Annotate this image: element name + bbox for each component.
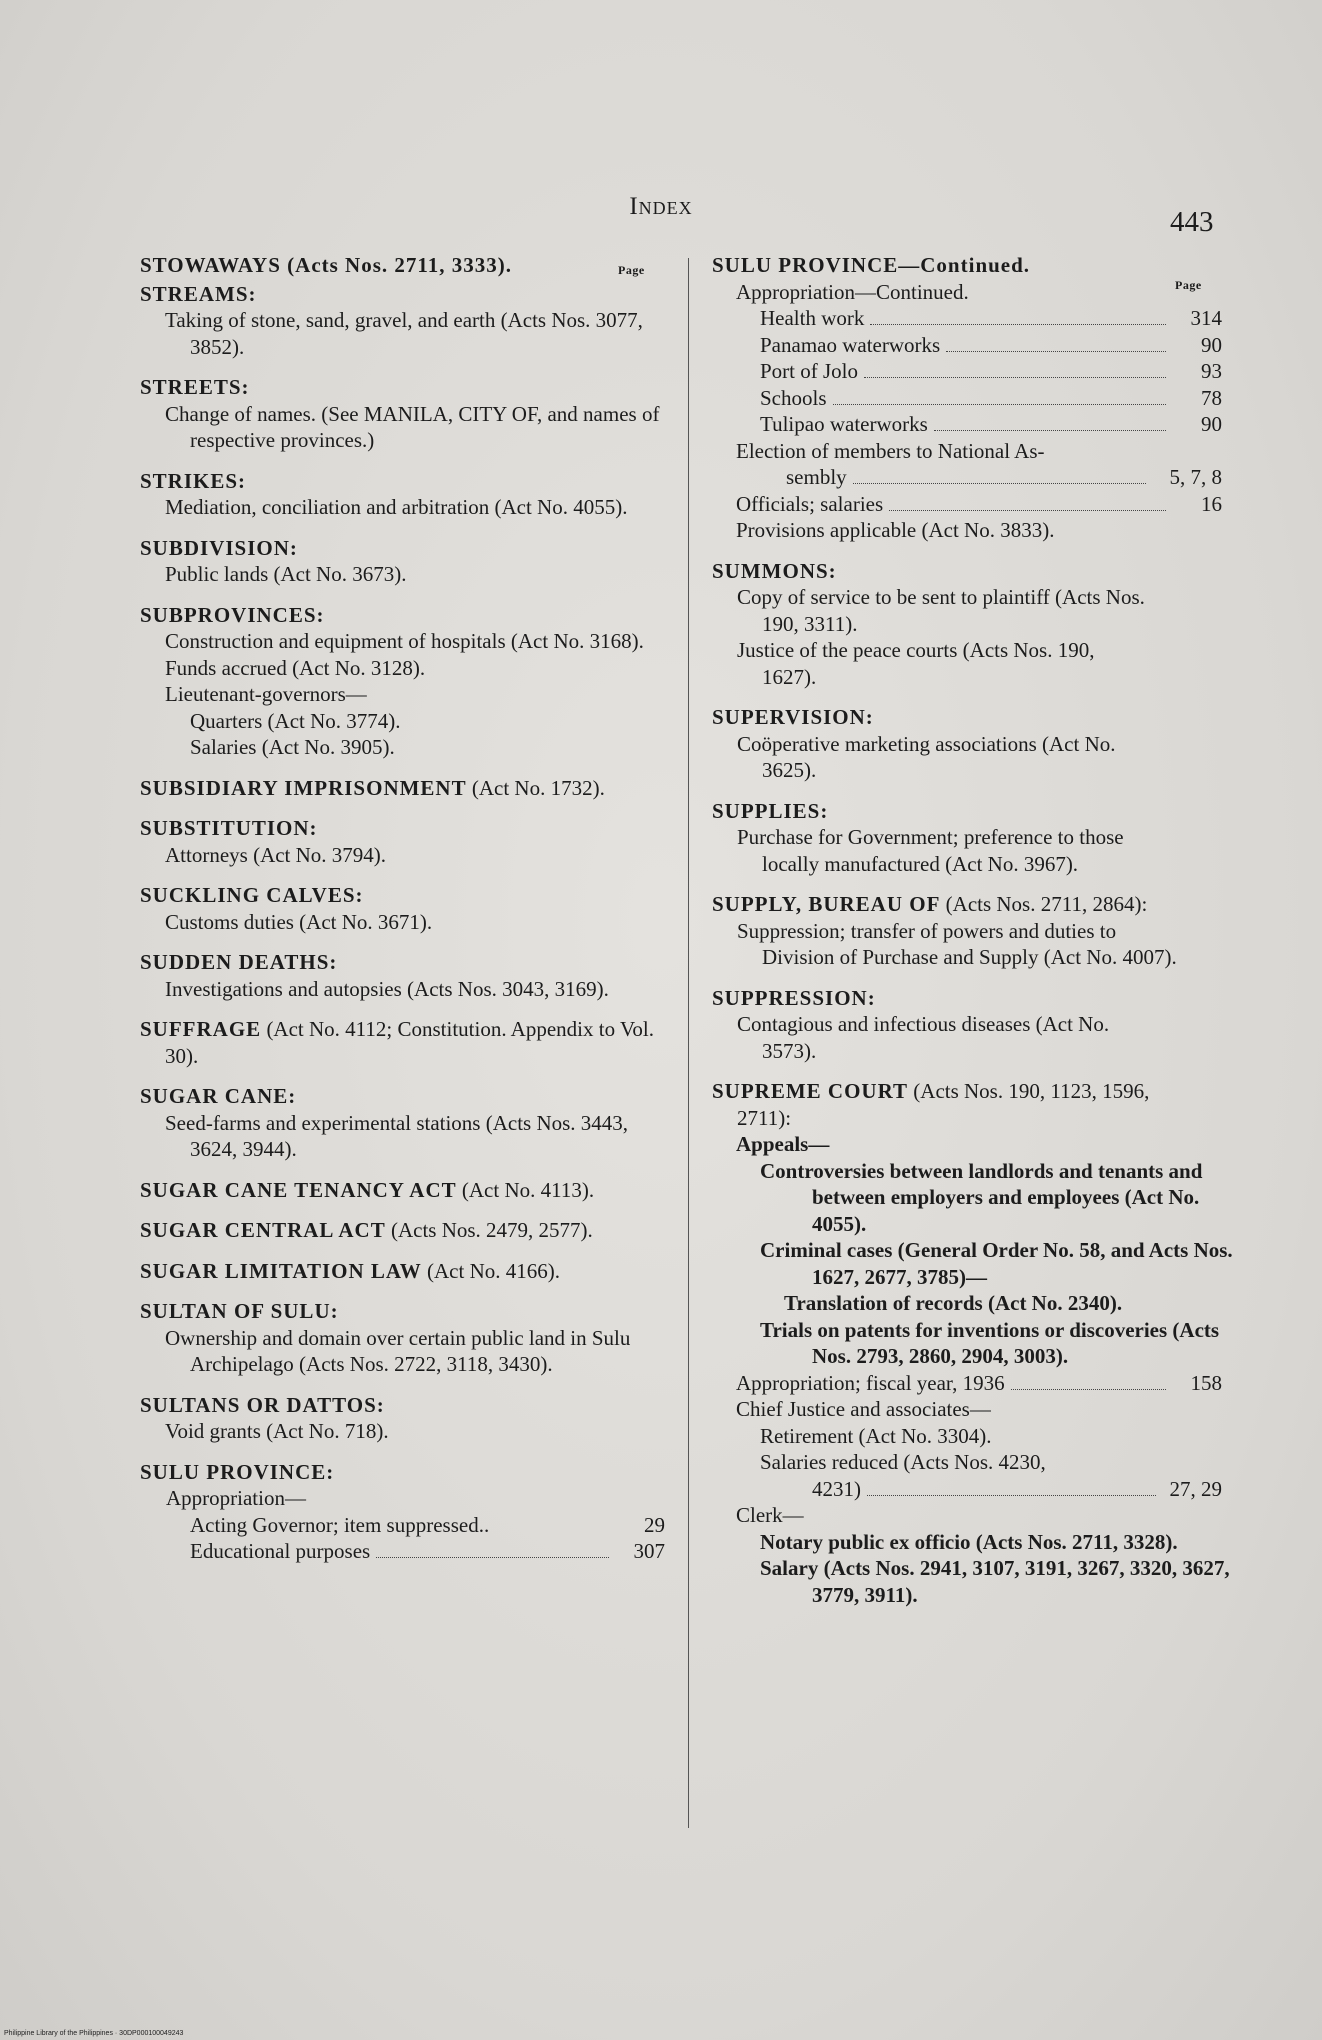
entry-sultan-of-sulu xyxy=(140,1298,665,1378)
subentry: Copy of service to be sent to plaintiff (Acts Nos. 190, 3311). xyxy=(737,585,1145,636)
subentry-with-page xyxy=(712,491,1222,518)
page-ref: 90 xyxy=(1201,332,1222,357)
leader-dots xyxy=(889,510,1166,511)
entry-heading: SUGAR LIMITATION LAW xyxy=(140,1258,422,1283)
entry-strikes xyxy=(140,468,665,521)
list-item-label: Port of Jolo xyxy=(760,359,859,383)
subentry-text: Officials; salaries xyxy=(736,491,884,516)
entry-heading: SUGAR CANE TENANCY ACT xyxy=(140,1177,457,1202)
page-ref: 29 xyxy=(644,1512,665,1537)
subentry: Public lands (Act No. 3673). xyxy=(165,562,407,586)
subentry-with-page xyxy=(140,1538,665,1565)
subentry: Investigations and autopsies (Acts Nos. 3043, 3169). xyxy=(165,976,609,1001)
entry-subdivision xyxy=(140,535,665,588)
entry-streams xyxy=(140,281,665,361)
subentry: Lieutenant-governors— xyxy=(165,682,367,706)
entry-heading: SULU PROVINCE—Continued. xyxy=(712,253,1031,277)
entry-reference: (Act No. 1732). xyxy=(471,775,605,800)
leader-dots xyxy=(870,324,1166,325)
entry-substitution xyxy=(140,815,665,868)
subentry: Trials on patents for inventions or discoveries (Acts Nos. 2793, 2860, 2904, 3003). xyxy=(760,1317,1220,1368)
subentry: Appropriation— xyxy=(166,1486,306,1510)
entry-sultans-or-dattos xyxy=(140,1392,665,1445)
subentry: Provisions applicable (Act No. 3833). xyxy=(736,518,1055,542)
subentry: Taking of stone, sand, gravel, and earth (Acts Nos. 3077, 3852). xyxy=(165,308,643,359)
entry-heading: STREAMS: xyxy=(140,281,257,306)
entry-heading: SUGAR CANE: xyxy=(140,1084,297,1108)
entry-reference: (Act No. 4166). xyxy=(427,1258,560,1283)
entry-heading: SULTANS OR DATTOS: xyxy=(140,1392,385,1417)
list-item-label: Health work xyxy=(760,306,865,330)
subentry: Mediation, conciliation and arbitration (Act No. 4055). xyxy=(165,495,628,519)
list-item xyxy=(712,385,1222,412)
entry-supervision xyxy=(712,704,1152,784)
entry-supply-bureau-of xyxy=(712,891,1177,971)
subentry-with-page xyxy=(712,1370,1222,1397)
list-item xyxy=(712,305,1222,332)
entry-sudden-deaths xyxy=(140,949,665,1002)
right-page-label: Page xyxy=(1175,278,1202,292)
right-column xyxy=(712,252,1233,1622)
subentry: Controversies between landlords and tenants and between employers and employees (Act No. 4055). xyxy=(760,1158,1203,1236)
page-ref: 158 xyxy=(1190,1370,1222,1395)
list-item xyxy=(712,358,1222,385)
page-ref: 90 xyxy=(1201,412,1222,436)
leader-dots xyxy=(864,377,1166,378)
subentry: Contagious and infectious diseases (Act No. 3573). xyxy=(737,1012,1110,1063)
list-item-label: Tulipao waterworks xyxy=(760,412,928,436)
page-ref: 78 xyxy=(1201,385,1222,410)
list-item-label: Panamao waterworks xyxy=(760,332,941,357)
leader-dots xyxy=(867,1495,1156,1496)
entry-reference: (Acts Nos. 190, 1123, 1596, 2711): xyxy=(737,1079,1150,1130)
entry-heading: STOWAWAYS (Acts Nos. 2711, 3333). xyxy=(140,253,512,277)
entry-heading: SULTAN OF SULU: xyxy=(140,1299,339,1323)
subentry-with-page xyxy=(712,1476,1222,1503)
page-ref: 314 xyxy=(1190,306,1222,330)
entry-reference: (Acts Nos. 2711, 2864): xyxy=(945,892,1148,916)
subentry: Attorneys (Act No. 3794). xyxy=(165,842,387,867)
entry-streets xyxy=(140,374,665,454)
list-item xyxy=(712,332,1222,359)
subentry: Retirement (Act No. 3304). xyxy=(760,1423,992,1448)
entry-heading: STREETS: xyxy=(140,375,250,399)
entry-heading: SUPPLIES: xyxy=(712,798,829,823)
subentry: Appeals— xyxy=(736,1132,830,1156)
entry-supplies xyxy=(712,798,1152,878)
entry-heading: SUFFRAGE xyxy=(140,1017,262,1041)
column-divider xyxy=(688,258,689,1828)
subentry-text: 4231) xyxy=(812,1476,861,1501)
entry-summons xyxy=(712,558,1152,691)
subentry: Salary (Acts Nos. 2941, 3107, 3191, 3267, 3320, 3627, 3779, 3911). xyxy=(760,1556,1230,1607)
subentry: Funds accrued (Act No. 3128). xyxy=(165,655,426,680)
leader-dots xyxy=(946,351,1166,352)
entry-suffrage xyxy=(140,1016,665,1069)
entry-heading: SUCKLING CALVES: xyxy=(140,883,364,907)
subentry-with-page xyxy=(712,464,1222,491)
page-ref: 5, 7, 8 xyxy=(1169,465,1222,489)
subentry: Suppression; transfer of powers and duties to Division of Purchase and Supply (Act No. 4007). xyxy=(737,918,1177,969)
subentry: Ownership and domain over certain public land in Sulu Archipelago (Acts Nos. 2722, 3118, 3430). xyxy=(165,1325,631,1376)
left-column xyxy=(140,252,665,1579)
entry-suppression xyxy=(712,985,1152,1065)
entry-heading: SUPREME COURT xyxy=(712,1079,909,1103)
entry-heading: SUBPROVINCES: xyxy=(140,602,325,627)
supreme-court-heading-line xyxy=(712,1078,1177,1131)
leader-dots xyxy=(853,483,1146,484)
subentry: Coöperative marketing associations (Act No. 3625). xyxy=(737,731,1116,782)
left-page-label: Page xyxy=(618,263,645,277)
page-number: 443 xyxy=(1170,206,1214,238)
entry-heading: SUBSIDIARY IMPRISONMENT xyxy=(140,775,467,800)
appropriation-items xyxy=(712,305,1222,438)
subentry: Quarters (Act No. 3774). xyxy=(190,708,401,733)
page-ref: 307 xyxy=(633,1539,665,1563)
list-item-label: Schools xyxy=(760,385,827,410)
entry-heading: SUBDIVISION: xyxy=(140,535,298,560)
subentry: Purchase for Government; preference to those locally manufactured (Act No. 3967). xyxy=(737,825,1124,876)
subentry: Criminal cases (General Order No. 58, and Acts Nos. 1627, 2677, 3785)— xyxy=(760,1238,1233,1289)
scan-footer: Philippine Library of the Philippines · 30DP000100049243 xyxy=(4,2030,184,2037)
entry-sugar-limitation-law xyxy=(140,1258,665,1285)
subentry: Customs duties (Act No. 3671). xyxy=(165,909,433,934)
subentry: Notary public ex officio (Acts Nos. 2711, 3328). xyxy=(760,1529,1178,1554)
subentry: Chief Justice and associates— xyxy=(736,1397,991,1421)
entry-sugar-central-act xyxy=(140,1217,665,1244)
entry-heading: STRIKES: xyxy=(140,468,247,493)
subentry: Salaries reduced (Acts Nos. 4230, xyxy=(760,1450,1046,1474)
leader-dots xyxy=(1011,1389,1166,1390)
entry-subprovinces xyxy=(140,602,665,761)
subentry: Seed-farms and experimental stations (Acts Nos. 3443, 3624, 3944). xyxy=(165,1110,629,1161)
subentry-text: Educational purposes xyxy=(190,1539,371,1563)
subentry-text: Acting Governor; item suppressed.. xyxy=(190,1512,490,1537)
entry-reference: (Acts Nos. 2479, 2577). xyxy=(390,1218,593,1242)
leader-dots xyxy=(376,1557,609,1558)
entry-heading: SULU PROVINCE: xyxy=(140,1459,335,1484)
subentry: Void grants (Act No. 718). xyxy=(165,1419,389,1443)
leader-dots xyxy=(833,404,1166,405)
entry-sulu-province xyxy=(140,1459,665,1565)
entry-reference: (Act No. 4113). xyxy=(461,1177,595,1202)
entry-stowaways xyxy=(140,252,665,279)
subentry-text: Appropriation; fiscal year, 1936 xyxy=(736,1370,1005,1395)
subentry: Salaries (Act No. 3905). xyxy=(190,735,395,759)
entry-heading: SUMMONS: xyxy=(712,558,837,583)
subentry: Change of names. (See MANILA, CITY OF, and names of respective provinces.) xyxy=(165,401,660,452)
page-ref: 93 xyxy=(1201,359,1222,383)
subentry-with-page xyxy=(140,1512,665,1539)
entry-supreme-court xyxy=(712,1078,1233,1608)
entry-heading: SUPERVISION: xyxy=(712,705,874,729)
subentry: Election of members to National As- xyxy=(736,438,1045,463)
entry-sulu-province-continued xyxy=(712,252,1222,544)
entry-reference: (Act No. 4112; Constitution. Appendix to Vol. 30). xyxy=(165,1017,654,1068)
entry-heading: SUDDEN DEATHS: xyxy=(140,950,338,974)
page-ref: 27, 29 xyxy=(1169,1476,1222,1501)
subentry: Justice of the peace courts (Acts Nos. 190, 1627). xyxy=(737,638,1095,689)
entry-sugar-cane xyxy=(140,1083,665,1163)
subentry: Construction and equipment of hospitals (Act No. 3168). xyxy=(165,629,644,653)
list-item xyxy=(712,411,1222,438)
leader-dots xyxy=(934,430,1166,431)
subentry: Appropriation—Continued. xyxy=(736,279,969,304)
entry-sugar-cane-tenancy-act xyxy=(140,1177,665,1204)
subentry: Clerk— xyxy=(736,1503,804,1527)
entry-heading: SUPPRESSION: xyxy=(712,985,876,1010)
entry-heading: SUBSTITUTION: xyxy=(140,816,318,840)
subentry: Translation of records (Act No. 2340). xyxy=(784,1291,1123,1315)
subentry-text: sembly xyxy=(786,465,847,489)
entry-suckling-calves xyxy=(140,882,665,935)
entry-heading: SUPPLY, BUREAU OF xyxy=(712,892,941,916)
running-head: Index xyxy=(629,193,693,220)
entry-heading: SUGAR CENTRAL ACT xyxy=(140,1218,386,1242)
page-ref: 16 xyxy=(1201,491,1222,516)
entry-subsidiary xyxy=(140,775,665,802)
